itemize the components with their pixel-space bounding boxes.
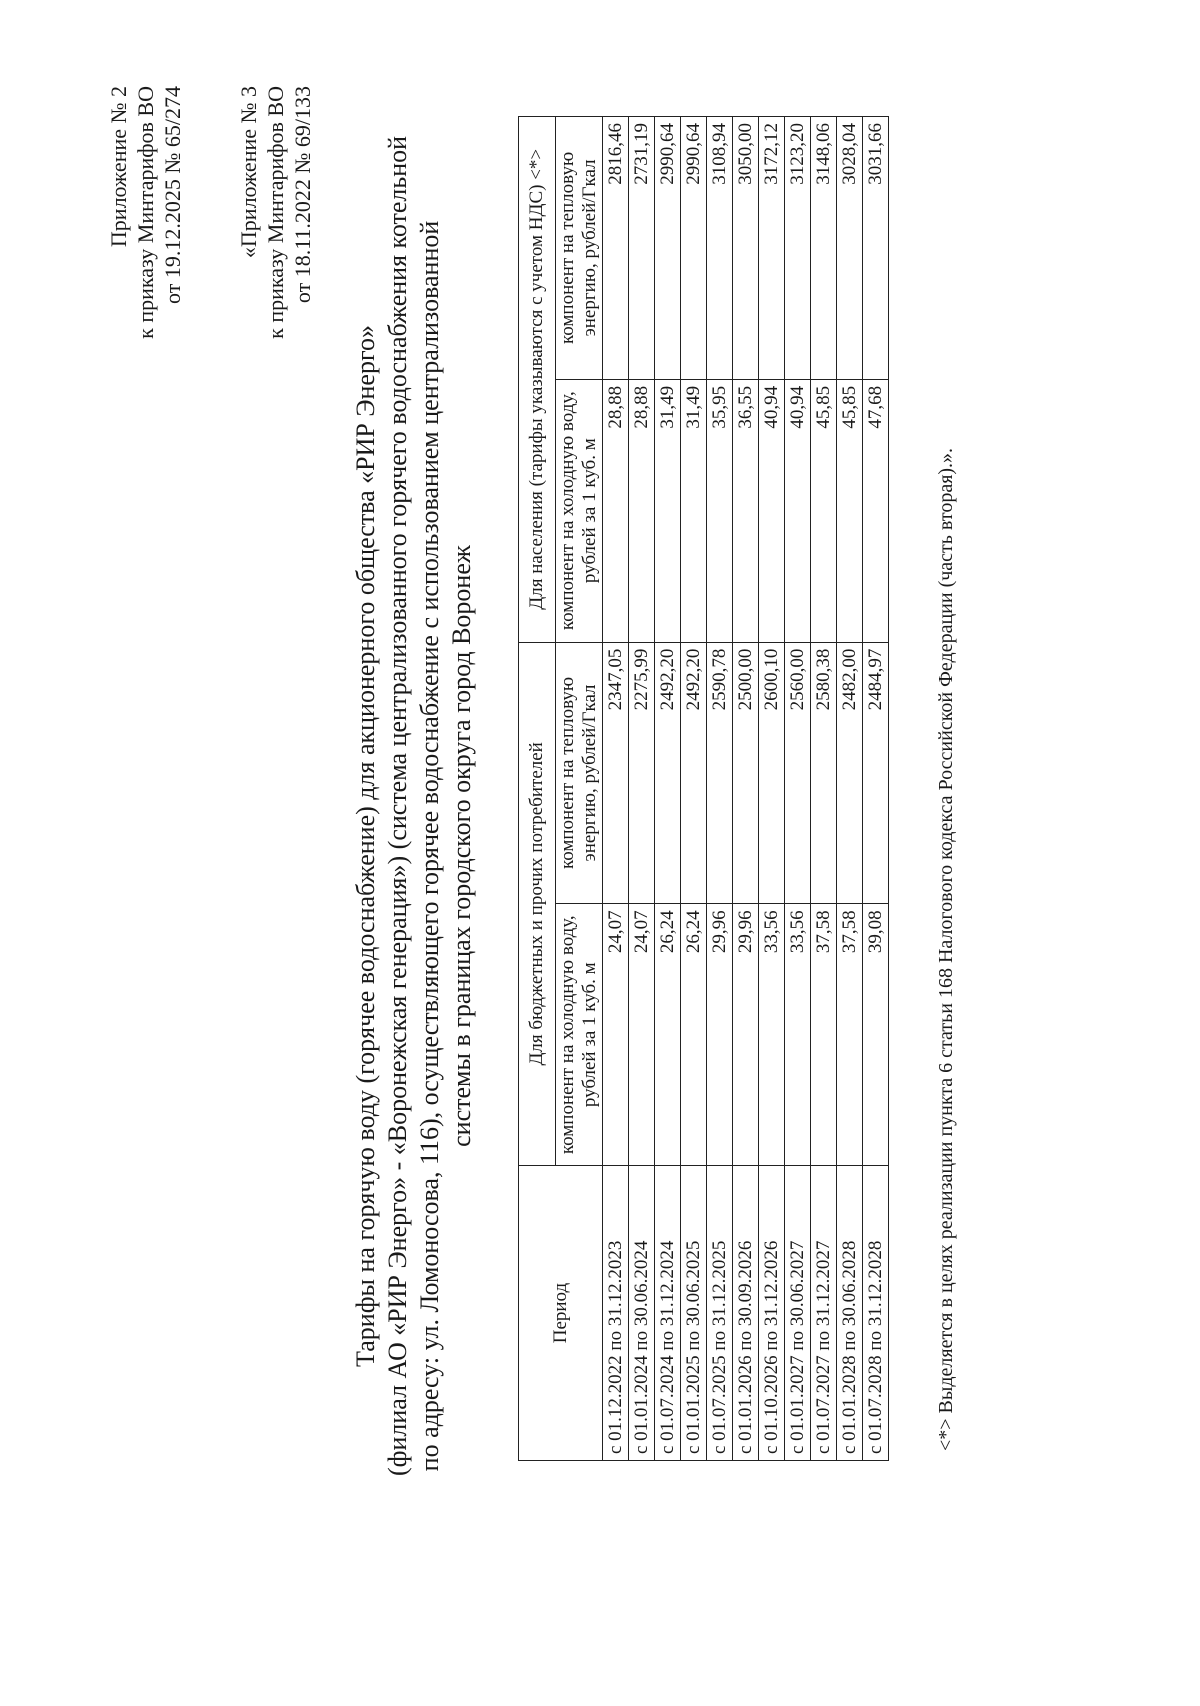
population-heat-cell: 3050,00 [733, 117, 759, 380]
appendix-3-header [235, 86, 316, 506]
population-cold-water-cell: 28,88 [603, 379, 629, 642]
period-cell: с 01.01.2027 по 30.06.2027 [785, 1166, 811, 1461]
population-heat-cell: 3172,12 [759, 117, 785, 380]
period-cell: с 01.01.2026 по 30.09.2026 [733, 1166, 759, 1461]
period-cell: с 01.01.2024 по 30.06.2024 [629, 1166, 655, 1461]
budget-heat-cell: 2492,20 [655, 642, 681, 904]
population-heat-cell: 3108,94 [707, 117, 733, 380]
population-heat-cell: 2990,64 [655, 117, 681, 380]
budget-consumers-header: Для бюджетных и прочих потребителей [519, 642, 556, 1166]
period-cell: с 01.12.2022 по 31.12.2023 [603, 1166, 629, 1461]
population-cold-water-cell: 40,94 [785, 379, 811, 642]
table-row [681, 117, 707, 1461]
tariff-table-body [603, 117, 889, 1461]
population-cold-water-cell: 36,55 [733, 379, 759, 642]
budget-heat-cell: 2560,00 [785, 642, 811, 904]
budget-cold-water-cell: 37,58 [837, 904, 863, 1166]
budget-cold-water-cell: 24,07 [629, 904, 655, 1166]
population-heat-cell: 2731,19 [629, 117, 655, 380]
population-cold-water-cell: 47,68 [863, 379, 889, 642]
budget-heat-cell: 2482,00 [837, 642, 863, 904]
appendix-3-line1: «Приложение № 3 [236, 86, 261, 259]
population-heat-cell: 3031,66 [863, 117, 889, 380]
period-cell: с 01.07.2028 по 31.12.2028 [863, 1166, 889, 1461]
budget-heat-cell: 2347,05 [603, 642, 629, 904]
population-header: Для населения (тарифы указываются с учетом НДС) <*> [519, 117, 556, 643]
population-cold-water-cell: 35,95 [707, 379, 733, 642]
budget-cold-water-cell: 26,24 [681, 904, 707, 1166]
budget-heat-cell: 2484,97 [863, 642, 889, 904]
table-row [733, 117, 759, 1461]
population-cold-water-cell: 31,49 [681, 379, 707, 642]
budget-cold-water-cell: 29,96 [733, 904, 759, 1166]
footnote: <*> Выделяется в целях реализации пункта 6 статьи 168 Налогового кодекса Российской Федерации (часть вторая).». [935, 447, 957, 1451]
population-heat-cell: 3148,06 [811, 117, 837, 380]
appendix-3-line3: от 18.11.2022 № 69/133 [290, 86, 315, 304]
budget-heat-cell: 2590,78 [707, 642, 733, 904]
population-heat-cell: 2990,64 [681, 117, 707, 380]
budget-heat-header: компонент на тепловую энергию, рублей/Гкал [556, 642, 603, 904]
table-row [811, 117, 837, 1461]
population-cold-water-cell: 28,88 [629, 379, 655, 642]
period-cell: с 01.10.2026 по 31.12.2026 [759, 1166, 785, 1461]
title-line3: по адресу: ул. Ломоносова, 116), осуществляющего горячее водоснабжение с использованием централизованной [415, 220, 444, 1472]
budget-cold-water-cell: 33,56 [759, 904, 785, 1166]
budget-cold-water-header: компонент на холодную воду, рублей за 1 куб. м [556, 904, 603, 1166]
appendix-2-header [105, 86, 186, 506]
budget-heat-cell: 2580,38 [811, 642, 837, 904]
tariff-table [518, 116, 889, 1461]
table-row [863, 117, 889, 1461]
population-heat-cell: 2816,46 [603, 117, 629, 380]
budget-cold-water-cell: 26,24 [655, 904, 681, 1166]
table-row [785, 117, 811, 1461]
period-cell: с 01.07.2024 по 31.12.2024 [655, 1166, 681, 1461]
table-row [603, 117, 629, 1461]
population-cold-water-cell: 40,94 [759, 379, 785, 642]
budget-heat-cell: 2500,00 [733, 642, 759, 904]
period-cell: с 01.07.2025 по 31.12.2025 [707, 1166, 733, 1461]
population-cold-water-cell: 31,49 [655, 379, 681, 642]
table-row [837, 117, 863, 1461]
budget-cold-water-cell: 37,58 [811, 904, 837, 1166]
table-row [629, 117, 655, 1461]
budget-cold-water-cell: 39,08 [863, 904, 889, 1166]
period-header: Период [519, 1166, 603, 1461]
budget-heat-cell: 2275,99 [629, 642, 655, 904]
period-cell: с 01.01.2025 по 30.06.2025 [681, 1166, 707, 1461]
population-heat-cell: 3123,20 [785, 117, 811, 380]
document-title [350, 135, 478, 1476]
appendix-3-line2: к приказу Минтарифов ВО [263, 86, 288, 339]
period-cell: с 01.07.2027 по 31.12.2027 [811, 1166, 837, 1461]
period-cell: с 01.01.2028 по 30.06.2028 [837, 1166, 863, 1461]
appendix-2-line3: от 19.12.2025 № 65/274 [160, 86, 185, 304]
table-row [707, 117, 733, 1461]
budget-cold-water-cell: 29,96 [707, 904, 733, 1166]
title-line4: системы в границах городского округа город Воронеж [447, 545, 476, 1147]
title-line1: Тарифы на горячую воду (горячее водоснабжение) для акционерного общества «РИР Энерго» [351, 325, 380, 1367]
population-cold-water-cell: 45,85 [811, 379, 837, 642]
table-row [759, 117, 785, 1461]
population-cold-water-header: компонент на холодную воду, рублей за 1 куб. м [556, 379, 603, 642]
population-cold-water-cell: 45,85 [837, 379, 863, 642]
budget-heat-cell: 2492,20 [681, 642, 707, 904]
population-heat-cell: 3028,04 [837, 117, 863, 380]
appendix-2-line2: к приказу Минтарифов ВО [133, 86, 158, 339]
budget-cold-water-cell: 33,56 [785, 904, 811, 1166]
population-heat-header: компонент на тепловую энергию, рублей/Гкал [556, 117, 603, 380]
title-line2: (филиал АО «РИР Энерго» - «Воронежская генерация») (система централизованного горячего водоснабжения котельной [383, 135, 412, 1476]
table-row [655, 117, 681, 1461]
appendix-2-line1: Приложение № 2 [106, 86, 131, 248]
budget-heat-cell: 2600,10 [759, 642, 785, 904]
budget-cold-water-cell: 24,07 [603, 904, 629, 1166]
